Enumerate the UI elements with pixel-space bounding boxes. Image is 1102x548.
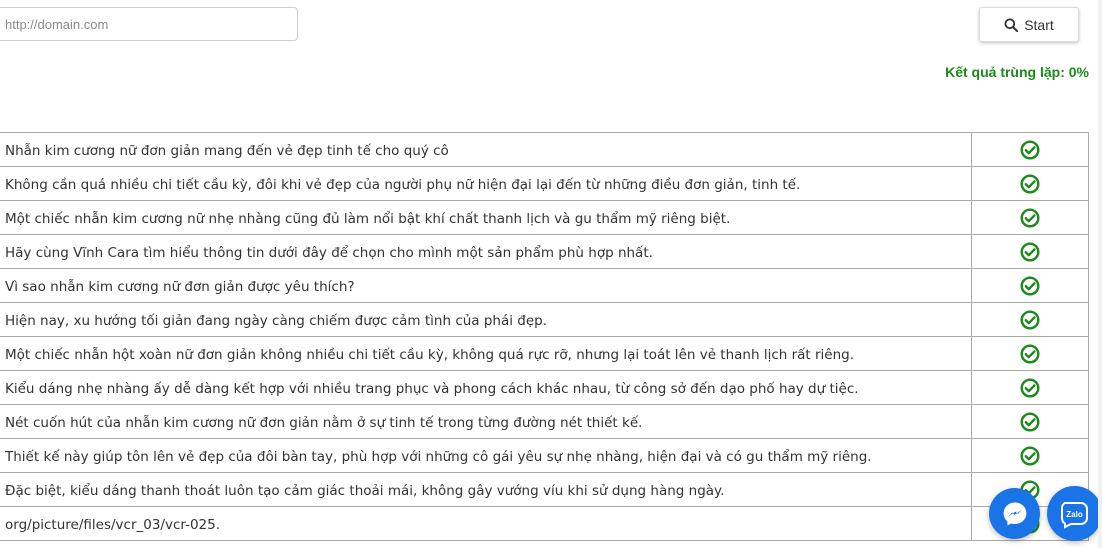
- status-cell: [972, 235, 1089, 269]
- scrollbar-track[interactable]: [1098, 0, 1102, 548]
- sentence-cell: Đặc biệt, kiểu dáng thanh thoát luôn tạo cảm giác thoải mái, không gây vướng víu khi sử dụng hàng ngày.: [0, 473, 972, 507]
- messenger-icon: [1001, 500, 1029, 528]
- zalo-chat-button[interactable]: [1047, 486, 1102, 541]
- sentence-cell: Nhẫn kim cương nữ đơn giản mang đến vẻ đẹp tinh tế cho quý cô: [0, 133, 972, 167]
- sentence-cell: Một chiếc nhẫn hột xoàn nữ đơn giản không nhiều chi tiết cầu kỳ, không quá rực rỡ, nhưng lại toát lên vẻ thanh lịch rất riêng.: [0, 337, 972, 371]
- table-row: [0, 201, 1089, 235]
- sentence-cell: Kiểu dáng nhẹ nhàng ấy dễ dàng kết hợp với nhiều trang phục và phong cách khác nhau, từ công sở đến dạo phố hay dự tiệc.: [0, 371, 972, 405]
- sentence-cell: Không cần quá nhiều chi tiết cầu kỳ, đôi khi vẻ đẹp của người phụ nữ hiện đại lại đến từ những điều đơn giản, tinh tế.: [0, 167, 972, 201]
- check-circle-icon: [1020, 242, 1040, 262]
- duplicate-result: Kết quả trùng lặp: 0%: [945, 64, 1089, 80]
- status-cell: [972, 133, 1089, 167]
- check-circle-icon: [1020, 310, 1040, 330]
- status-cell: [972, 167, 1089, 201]
- check-circle-icon: [1020, 174, 1040, 194]
- sentence-cell: Nét cuốn hút của nhẫn kim cương nữ đơn giản nằm ở sự tinh tế trong từng đường nét thiết kế.: [0, 405, 972, 439]
- check-circle-icon: [1020, 276, 1040, 296]
- sentence-cell: Vì sao nhẫn kim cương nữ đơn giản được yêu thích?: [0, 269, 972, 303]
- status-cell: [972, 201, 1089, 235]
- table-row: [0, 371, 1089, 405]
- status-cell: [972, 371, 1089, 405]
- sentence-cell: Hãy cùng Vĩnh Cara tìm hiểu thông tin dưới đây để chọn cho mình một sản phẩm phù hợp nhất.: [0, 235, 972, 269]
- check-circle-icon: [1020, 208, 1040, 228]
- table-row: [0, 303, 1089, 337]
- table-row: [0, 167, 1089, 201]
- zalo-label: Zalo: [1065, 509, 1083, 519]
- zalo-icon: [1059, 498, 1091, 530]
- sentence-cell: Hiện nay, xu hướng tối giản đang ngày càng chiếm được cảm tình của phái đẹp.: [0, 303, 972, 337]
- status-cell: [972, 303, 1089, 337]
- check-circle-icon: [1020, 344, 1040, 364]
- table-row: [0, 235, 1089, 269]
- start-button[interactable]: [979, 7, 1079, 42]
- status-cell: [972, 405, 1089, 439]
- status-cell: [972, 269, 1089, 303]
- table-row: [0, 269, 1089, 303]
- check-circle-icon: [1020, 140, 1040, 160]
- sentence-cell: Thiết kế này giúp tôn lên vẻ đẹp của đôi bàn tay, phù hợp với những cô gái yêu sự nhẹ nhàng, hiện đại và có gu thẩm mỹ riêng.: [0, 439, 972, 473]
- start-button-label: Start: [1024, 16, 1054, 33]
- search-icon: [1004, 18, 1018, 32]
- table-row: [0, 337, 1089, 371]
- table-row: [0, 133, 1089, 167]
- sentence-cell: org/picture/files/vcr_03/vcr-025.: [0, 507, 972, 541]
- check-circle-icon: [1020, 446, 1040, 466]
- sentence-cell: Một chiếc nhẫn kim cương nữ nhẹ nhàng cũng đủ làm nổi bật khí chất thanh lịch và gu thẩm mỹ riêng biệt.: [0, 201, 972, 235]
- status-cell: [972, 439, 1089, 473]
- messenger-chat-button[interactable]: [989, 488, 1040, 539]
- results-table: [0, 132, 1089, 541]
- table-row: [0, 439, 1089, 473]
- check-circle-icon: [1020, 378, 1040, 398]
- table-row: [0, 405, 1089, 439]
- check-circle-icon: [1020, 412, 1040, 432]
- status-cell: [972, 337, 1089, 371]
- url-input[interactable]: [0, 7, 298, 41]
- table-row: [0, 473, 1089, 507]
- table-row: [0, 507, 1089, 541]
